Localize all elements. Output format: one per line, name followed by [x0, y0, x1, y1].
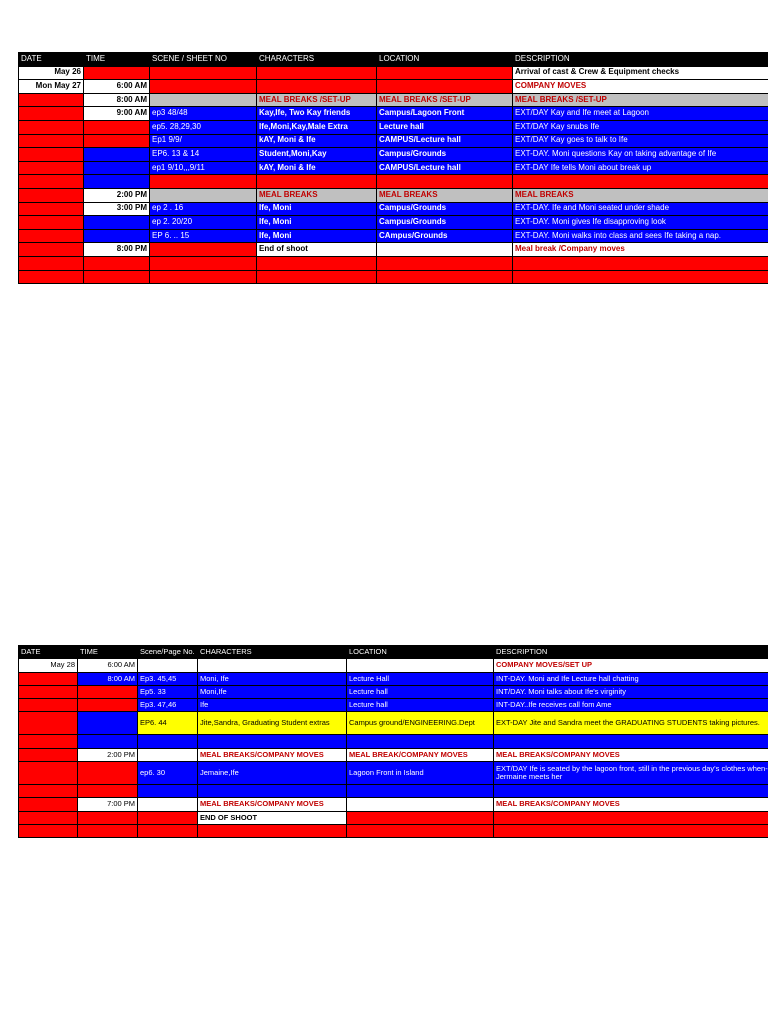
characters-cell — [257, 80, 377, 94]
description-cell: MEAL BREAKS/COMPANY MOVES — [494, 748, 768, 761]
description-cell: EXT/DAY Ife is seated by the lagoon front, still in the previous day's clothes when- Jermaine meets her — [494, 762, 768, 785]
characters-cell: Student,Moni,Kay — [257, 148, 377, 162]
table-row — [19, 712, 768, 735]
scene-cell — [138, 785, 198, 798]
location-cell — [347, 785, 494, 798]
scene-cell: Ep3. 47,46 — [138, 699, 198, 712]
description-cell: EXT/DAY Kay and Ife meet at Lagoon — [513, 107, 768, 121]
table-row — [19, 824, 768, 837]
table-row — [19, 256, 768, 270]
time-cell — [78, 735, 138, 748]
table-row — [19, 785, 768, 798]
table-row — [19, 107, 768, 121]
time-cell: 6:00 AM — [78, 659, 138, 672]
table-row — [19, 762, 768, 785]
description-cell: MEAL BREAKS — [513, 188, 768, 202]
scene-cell — [150, 66, 257, 80]
scene-cell: EP6. 44 — [138, 712, 198, 735]
time-cell — [78, 699, 138, 712]
scene-cell: ep 2. 20/20 — [150, 216, 257, 230]
characters-cell: Ife,Moni,Kay,Male Extra — [257, 120, 377, 134]
characters-cell — [198, 659, 347, 672]
scene-cell: Ep1 9/9/ — [150, 134, 257, 148]
location-cell: Lagoon Front in Island — [347, 762, 494, 785]
characters-cell — [257, 175, 377, 189]
date-cell — [19, 107, 84, 121]
characters-cell: kAY, Moni & Ife — [257, 134, 377, 148]
characters-cell: Ife, Moni — [257, 229, 377, 243]
description-cell: EXT-DAY. Moni gives Ife disapproving look — [513, 216, 768, 230]
description-cell: EXT-DAY Jite and Sandra meet the GRADUATING STUDENTS taking pictures. — [494, 712, 768, 735]
characters-cell: Jite,Sandra, Graduating Student extras — [198, 712, 347, 735]
location-cell: Lecture hall — [377, 120, 513, 134]
table-row — [19, 659, 768, 672]
table-row — [19, 80, 768, 94]
characters-cell: Moni, Ife — [198, 672, 347, 685]
characters-cell: Ife, Moni — [257, 202, 377, 216]
description-cell — [494, 811, 768, 824]
table-row — [19, 270, 768, 284]
characters-cell: MEAL BREAKS/COMPANY MOVES — [198, 748, 347, 761]
date-cell: Mon May 27 — [19, 80, 84, 94]
location-cell: CAMPUS/Lecture hall — [377, 134, 513, 148]
date-cell — [19, 735, 78, 748]
date-cell — [19, 188, 84, 202]
table-row — [19, 216, 768, 230]
characters-cell: kAY, Moni & Ife — [257, 161, 377, 175]
scene-cell — [138, 735, 198, 748]
scene-cell: Ep5. 33 — [138, 685, 198, 698]
time-cell — [78, 685, 138, 698]
scene-cell: ep3 48/48 — [150, 107, 257, 121]
header-date: DATE — [19, 53, 84, 67]
characters-cell: Jemaine,Ife — [198, 762, 347, 785]
scene-cell — [138, 798, 198, 811]
time-cell — [84, 148, 150, 162]
date-cell — [19, 762, 78, 785]
characters-cell: MEAL BREAKS/COMPANY MOVES — [198, 798, 347, 811]
scene-cell — [138, 824, 198, 837]
time-cell: 6:00 AM — [84, 80, 150, 94]
date-cell — [19, 811, 78, 824]
scene-cell — [150, 175, 257, 189]
header-description: DESCRIPTION — [494, 646, 768, 659]
header-scene: Scene/Page No. — [138, 646, 198, 659]
description-cell: EXT/DAY Kay goes to talk to Ife — [513, 134, 768, 148]
date-cell — [19, 256, 84, 270]
date-cell — [19, 202, 84, 216]
location-cell: Lecture hall — [347, 699, 494, 712]
location-cell — [347, 735, 494, 748]
description-cell — [513, 256, 768, 270]
header-time: TIME — [78, 646, 138, 659]
date-cell — [19, 120, 84, 134]
location-cell: Campus/Grounds — [377, 202, 513, 216]
location-cell — [347, 659, 494, 672]
header-characters: CHARACTERS — [257, 53, 377, 67]
header-location: LOCATION — [347, 646, 494, 659]
time-cell: 8:00 PM — [84, 243, 150, 257]
description-cell: EXT-DAY. Moni questions Kay on taking advantage of Ife — [513, 148, 768, 162]
description-cell: INT/DAY. Moni talks about Ife's virginity — [494, 685, 768, 698]
description-cell: MEAL BREAKS/COMPANY MOVES — [494, 798, 768, 811]
characters-cell: End of shoot — [257, 243, 377, 257]
location-cell: Lecture hall — [347, 685, 494, 698]
date-cell: May 26 — [19, 66, 84, 80]
scene-cell: EP6. 13 & 14 — [150, 148, 257, 162]
location-cell: Campus/Grounds — [377, 216, 513, 230]
header-time: TIME — [84, 53, 150, 67]
description-cell: COMPANY MOVES/SET UP — [494, 659, 768, 672]
date-cell — [19, 161, 84, 175]
location-cell: Campus/Grounds — [377, 148, 513, 162]
time-cell — [78, 824, 138, 837]
characters-cell: Ife — [198, 699, 347, 712]
table-row — [19, 93, 768, 107]
characters-cell — [198, 735, 347, 748]
table-row — [19, 161, 768, 175]
location-cell: MEAL BREAKS /SET-UP — [377, 93, 513, 107]
table-row — [19, 699, 768, 712]
date-cell — [19, 216, 84, 230]
date-cell — [19, 93, 84, 107]
description-cell — [513, 270, 768, 284]
table-row — [19, 798, 768, 811]
description-cell: EXT-DAY Ife tells Moni about break up — [513, 161, 768, 175]
table-header-row — [19, 53, 768, 67]
description-cell: Meal break /Company moves — [513, 243, 768, 257]
description-cell — [513, 175, 768, 189]
time-cell — [84, 120, 150, 134]
scene-cell — [150, 256, 257, 270]
characters-cell — [198, 824, 347, 837]
location-cell: Campus/Lagoon Front — [377, 107, 513, 121]
table-row — [19, 175, 768, 189]
description-cell: EXT/DAY Kay snubs Ife — [513, 120, 768, 134]
date-cell — [19, 685, 78, 698]
time-cell — [78, 762, 138, 785]
characters-cell: END OF SHOOT — [198, 811, 347, 824]
time-cell — [84, 256, 150, 270]
date-cell: May 28 — [19, 659, 78, 672]
scene-cell: ep 2 . 16 — [150, 202, 257, 216]
characters-cell — [198, 785, 347, 798]
characters-cell: Ife, Moni — [257, 216, 377, 230]
time-cell: 9:00 AM — [84, 107, 150, 121]
location-cell — [347, 798, 494, 811]
description-cell: EXT-DAY. Moni walks into class and sees Ife taking a nap. — [513, 229, 768, 243]
time-cell — [84, 161, 150, 175]
description-cell: COMPANY MOVES — [513, 80, 768, 94]
location-cell — [347, 811, 494, 824]
shooting-schedule-may-26-27 — [18, 52, 768, 284]
characters-cell — [257, 66, 377, 80]
date-cell — [19, 748, 78, 761]
header-characters: CHARACTERS — [198, 646, 347, 659]
description-cell: INT-DAY..Ife receives call fom Ame — [494, 699, 768, 712]
table-row — [19, 685, 768, 698]
time-cell: 8:00 AM — [78, 672, 138, 685]
location-cell — [377, 270, 513, 284]
shooting-schedule-may-28 — [18, 645, 768, 838]
time-cell: 7:00 PM — [78, 798, 138, 811]
scene-cell — [150, 93, 257, 107]
date-cell — [19, 148, 84, 162]
table-row — [19, 66, 768, 80]
time-cell — [84, 216, 150, 230]
scene-cell — [150, 188, 257, 202]
location-cell — [377, 80, 513, 94]
location-cell: Campus ground/ENGINEERING.Dept — [347, 712, 494, 735]
date-cell — [19, 672, 78, 685]
location-cell — [377, 243, 513, 257]
scene-cell: ep6. 30 — [138, 762, 198, 785]
time-cell — [78, 712, 138, 735]
scene-cell — [138, 748, 198, 761]
description-cell: INT-DAY. Moni and Ife Lecture hall chatting — [494, 672, 768, 685]
date-cell — [19, 699, 78, 712]
characters-cell — [257, 270, 377, 284]
table-row — [19, 120, 768, 134]
description-cell: MEAL BREAKS /SET-UP — [513, 93, 768, 107]
date-cell — [19, 229, 84, 243]
description-cell: Arrival of cast & Crew & Equipment checks — [513, 66, 768, 80]
time-cell: 3:00 PM — [84, 202, 150, 216]
header-scene: SCENE / SHEET NO — [150, 53, 257, 67]
characters-cell: MEAL BREAKS /SET-UP — [257, 93, 377, 107]
description-cell — [494, 735, 768, 748]
date-cell — [19, 785, 78, 798]
table-header-row — [19, 646, 768, 659]
date-cell — [19, 134, 84, 148]
date-cell — [19, 712, 78, 735]
scene-cell — [138, 811, 198, 824]
table-row — [19, 202, 768, 216]
table-row — [19, 672, 768, 685]
date-cell — [19, 270, 84, 284]
location-cell — [347, 824, 494, 837]
time-cell: 2:00 PM — [84, 188, 150, 202]
table-row — [19, 188, 768, 202]
location-cell: Lecture Hall — [347, 672, 494, 685]
scene-cell — [150, 270, 257, 284]
scene-cell — [138, 659, 198, 672]
time-cell: 2:00 PM — [78, 748, 138, 761]
time-cell — [84, 175, 150, 189]
scene-cell: Ep3. 45,45 — [138, 672, 198, 685]
time-cell — [84, 270, 150, 284]
characters-cell — [257, 256, 377, 270]
characters-cell: Kay,Ife, Two Kay friends — [257, 107, 377, 121]
date-cell — [19, 798, 78, 811]
header-date: DATE — [19, 646, 78, 659]
date-cell — [19, 175, 84, 189]
table-row — [19, 229, 768, 243]
location-cell: CAMPUS/Lecture hall — [377, 161, 513, 175]
date-cell — [19, 243, 84, 257]
scene-cell: EP 6. .. 15 — [150, 229, 257, 243]
scene-cell — [150, 80, 257, 94]
characters-cell: Moni,Ife — [198, 685, 347, 698]
time-cell — [78, 811, 138, 824]
scene-cell — [150, 243, 257, 257]
location-cell — [377, 66, 513, 80]
table-row — [19, 748, 768, 761]
location-cell: MEAL BREAK/COMPANY MOVES — [347, 748, 494, 761]
table-row — [19, 134, 768, 148]
table-row — [19, 148, 768, 162]
time-cell — [84, 229, 150, 243]
date-cell — [19, 824, 78, 837]
description-cell — [494, 824, 768, 837]
time-cell — [84, 134, 150, 148]
scene-cell: ep1 9/10,,,9/11 — [150, 161, 257, 175]
time-cell — [78, 785, 138, 798]
time-cell: 8:00 AM — [84, 93, 150, 107]
header-location: LOCATION — [377, 53, 513, 67]
location-cell: CAmpus/Grounds — [377, 229, 513, 243]
description-cell: EXT-DAY. Ife and Moni seated under shade — [513, 202, 768, 216]
table-row — [19, 243, 768, 257]
time-cell — [84, 66, 150, 80]
scene-cell: ep5. 28,29,30 — [150, 120, 257, 134]
header-description: DESCRIPTION — [513, 53, 768, 67]
location-cell — [377, 256, 513, 270]
table-row — [19, 811, 768, 824]
characters-cell: MEAL BREAKS — [257, 188, 377, 202]
table-row — [19, 735, 768, 748]
location-cell: MEAL BREAKS — [377, 188, 513, 202]
location-cell — [377, 175, 513, 189]
description-cell — [494, 785, 768, 798]
